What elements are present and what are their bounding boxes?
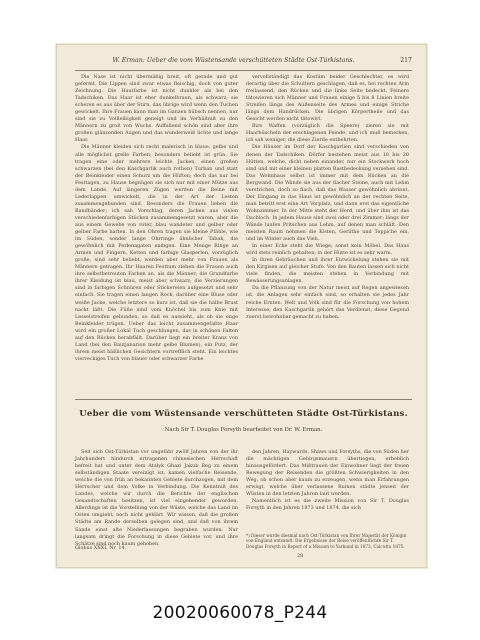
bottom-right-column	[246, 449, 409, 512]
bottom-left-column	[75, 449, 238, 548]
footnote: *) Dieser wurde diesmal nach Ost-Türkistan von Ihrer Majestät der Königin von England entsandt. Die Ergebnisse der Reise veröffentlichte Sir T. Douglas Forsyth in Report of a Mission to Yarkund in 1873, Calcutta 1875.	[246, 533, 407, 549]
running-title: W. Erman: Ueber die vom Wüstensande verschütteten Städte Ost-Türkistans.	[112, 57, 355, 64]
paragraph: den Jahren, Haywards, Shaws und Forsyths, die von Süden her die mächtigen Gebirgsmauern übertiegen, erheblich hinausgefördert. Das Mißtrauen der Einwohner liegt der freien Bewegung der Reisenden die größten Schwierigkeiten in den Weg, ob schon aber kaum zu erzeugen, wenn man Erfahrungen erwägt, welche über verlassene Ruinen städte jenseit der Wüsten in den letzten Jahren laut werden.	[246, 449, 409, 498]
signature-number: 28	[297, 554, 304, 559]
paragraph: Seit sich Ost-Türkistan vor ungefähr zwölf Jahren von der ihr Jahrhundert hindurch ertragenen chinesischen Herrschaft befreit hat und unter dem Atalyk Ghazi Jakub Beg zu einem selbständigen Staate vereinigt ist, kamen vielfache Reisende, welche die von früh an bekannten Gebiete durchzogen, mit dem Herrscher und dem Volke in Verbindung. Die Kenntniß des Landes, welche wir durch die Berichte der englischen Gesandtschaften besitzen, ist viel eingehender geworden. Allerdings ist die Vorstellung von der Wüste, welche das Land im Osten umgiebt, noch nicht geklärt. Wir wissen, daß die großen Städte am Rande derselben gelegen sind, und daß von ihrem Sande einst alte Niederlassungen begraben wurden. Nur langsam dringt die Forschung in diese Gebiete vor, und ihre Schätze sind noch kaum gehoben.	[75, 449, 238, 547]
scanned-page	[56, 44, 427, 568]
image-caption: 20020060078_P244	[152, 603, 328, 623]
paragraph: Die Männer kleiden sich recht malerisch in blaue, gelbe und alle möglichst grelle Farben; besonders beliebt ist grün. Sie tragen eine oder mehrere leichte Jacken, einen großen schwarzen (bei den Kaschgarlik auch rothen) Turban und statt der Beinkleider einen Schurz um die Hüften; doch das nur bei Festtagen, zu Hause begnügen sie sich nur mit einer Mütze aus dem Lande. Auf längeren Zügen werden die Beine mit Lederlappen umwickelt, die in der Art der Lesten zusammengebunden sind. Besonders die Frauen lieben die Bandbänder; ich sah Vorschlag, deren Jacken aus vielen verschiedenfarbigen Stücken zusammengesetzt waren, aber die aus einem Gewebe von roter, blau wandeter und gelber oder gelber Farbe hatten. In den Ohren tragen sie kleine Pfähle, wie im Süden, sonder lange Ohrringe ähnlicher Tabak, die gewöhnlich mit Perlenagaten endigen. Eine Menge Ringe an Armen und Fingern, Ketten und farbige Glasperlen, vorzüglich große, sind sehr beliebt, werden aber mehr von Frauen als Männern getragen. Ihr Haaren Festtum ziehen die Frauen auch ihre selbstbetreuten Farben an, als die Männer; die Grundfarbe ihrer Kleidung ist blau, meist aber schwarz; die Verzierungen sind in farbigen Schnüren oder Stickereien aufgesetzt und sehr einfach. Sie tragen einen langen Rock, darüber eine Bluse oder weiße Jacke, welche letztere so kurz ist, daß sie die halbe Brust nackt läßt. Die Füße sind vom Knöchel bis zum Knie mit Lesselstreifen gebunden, so daß es aussieht, als ob sie enge Beinkleider trügen. Ueber das leicht zusammengefaßte Haar wird ein großer Lokal Tuch geschlungen, das in schönen Falten auf den Rücken herabfällt. Darüber liegt ein breiter Kranz von Land (bei den Bautjanarion mehr gelbe Blumen), ein Putz, der ihrem meist häßlichen Gesichtern vortrefflich steht. Ein leichtes vierreckiges Tuch von blauer oder schwarzer Farbe	[75, 144, 238, 362]
paragraph: Da die Pflanzung von der Natur meist auf Regen angewiesen ist, die Anlagen sehr einfach sind, so erhalten sie jedes Jahr reiche Ernten. Welt und Volk sind für die Forschung von hohem Interesse; den Kaschgarlik gehört das Verdienst, diese Gegend zuerst bewohnbar gemacht zu haben.	[246, 285, 409, 320]
top-right-column	[246, 74, 409, 321]
paragraph: Ihre Waffen (vorzüglich die Speere) zieren sie mit Haarbüscheln der erschlagenen Feinde, und ich muß bemerken, ich sah weniger, die diese Zierde entbehrten.	[246, 123, 409, 144]
section-byline: Nach Sir T. Douglas Forsyth bearbeitet von Dr. W. Erman.	[164, 427, 323, 433]
paragraph: Die Häuser im Dorf der Kaschgarlien sind verschieden von denen der Tadschiken. Dörfer bestehen meist aus 10 bis 20 Hütten, welche, dicht neben einander, nur ein Stockwerk hoch sind und mit einer kleinen platten Bastbedeckung versehen sind. Das Wohnhaus selbst ist immer mit dem Rücken an die Bergwand. Die Wände sie aus der flacher Steine, auch mit Lehm verstrichen, doch so flach, daß das Wasser gewöhnlich abrinnt. Der Eingang in das Haus ist gewöhnlich an der rechten Seite, man betritt erst eine Art Vorplatz, und dann erst das eigentliche Wohnzimmer. In der Mitte steht der Herd, und über ihm ist das Dachloch. In jedem Hause sind zwei oder drei Zimmer; längs der Wände laufen Pritschen aus Lehm, auf denen man schläft. Den meisten Raum nehmen die Kisten, Geräthe und Teppiche ein, und im Winter auch das Vieh.	[246, 144, 409, 243]
paragraph: In einer Ecke steht die Wiege; sonst kein Möbel. Das Haus wird stets reinlich gehalten; in der Hütte ist es sehr warm.	[246, 243, 409, 257]
paragraph: In ihren Gebräuchen und ihrer Entwickelung stehen sie mit den Kirgisen auf gleicher Stufe. Von den Bauten lassen sich nicht viele finden, die meisten stehen in Verbindung mit Bewässerungsanlagen.	[246, 257, 409, 285]
header-rule	[75, 70, 412, 71]
paragraph: Namentlich ist es die zweite Mission von Sir T. Douglas Forsyth in den Jahren 1873 und 1874, die sich	[246, 498, 409, 512]
paragraph: Die Nase ist nicht übermäßig breit, oft gerade und gut geformt. Die Lippen sind zwar etwas fleischig, doch von guter Zeichnung. Die Hautfarbe ist nicht dunkler als bei den Tadschiken. Das Haar ist eher dunkelbraun, als schwarz; sie scheren es aus über der Stirn, das übrige wird wenn den Tuchen gewickelt. Ihre Frauen kann man im Ganzen hübsch nennen, nur sind sie zu Vollleibigkeit geneigt und im Verhältniß zu den Männern zu groß von Wuchs. Auffallend schön sind aber ihre großen glänzenden Augen und das wunderweiß lichte und lange Haar.	[75, 74, 238, 144]
paragraph: vervollständigt das Kostüm beider Geschlechter, es wird derartig über die Schultern geschlagen, daß es, bei rechten Arm freilassend, den Rücken und die linke Seite bedeckt. Feinere tätowieren sich Männer und Frauen einige 5 bis 8 Linien breite Streifen längs des Außenseite des Armes und einige Striche längs dem Handrücken. Die übrigen Körpertheile und das Gesicht werden nicht tätowirt.	[246, 74, 409, 123]
top-left-column	[75, 74, 238, 363]
section-title: Ueber die vom Wüstensande verschütteten Städte Ost-Türkistans.	[79, 409, 408, 419]
section-rule	[75, 399, 412, 400]
journal-footer: Globus XXXI. Nr. 14.	[75, 545, 127, 551]
running-header	[75, 57, 412, 69]
page-number: 217	[400, 57, 412, 64]
